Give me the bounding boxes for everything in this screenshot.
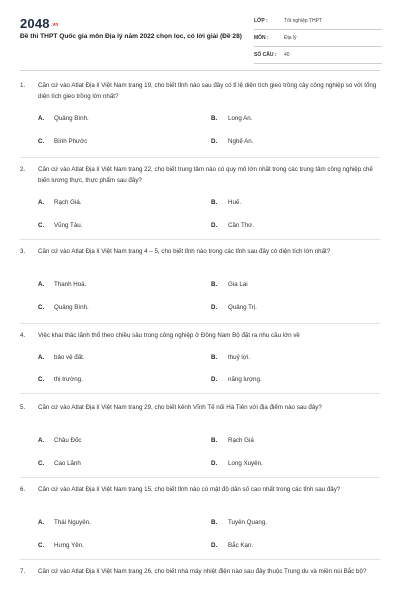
question-number: 6. — [20, 486, 26, 493]
option-letter: A. — [38, 519, 45, 526]
option-letter: B. — [211, 115, 218, 122]
option-c[interactable]: Bình Phước — [54, 138, 88, 145]
meta-row-class — [254, 15, 382, 30]
question-text: Căn cứ vào Atlat Địa lí Việt Nam trang 15, cho biết tỉnh nào có mật độ dân số cao nhất trong các tỉnh sau đây? — [38, 486, 341, 493]
question-text: Căn cứ vào Atlat Địa lí Việt Nam trang 22, cho biết trung tâm nào có quy mô lớn nhất trong các trung tâm công nghiệp chế biến lương thực, thực phẩm sau đây? — [38, 166, 373, 184]
question-item — [0, 324, 400, 394]
meta-row-count — [254, 49, 382, 64]
meta-label: SỐ CÂU : — [254, 52, 277, 58]
option-b[interactable]: thuỷ lợi. — [228, 354, 250, 361]
question-item — [0, 240, 400, 324]
question-number: 3. — [20, 248, 26, 255]
header-divider — [20, 70, 380, 71]
option-letter: A. — [38, 115, 45, 122]
option-b[interactable]: Long An. — [228, 115, 253, 122]
option-letter: B. — [211, 437, 218, 444]
meta-value: 40 — [284, 52, 290, 58]
meta-label: LỚP : — [254, 18, 268, 24]
question-number: 5. — [20, 404, 26, 411]
question-text: Căn cứ vào Atlat Địa lí Việt Nam trang 4 – 5, cho biết tỉnh nào trong các tỉnh sau đây có diện tích lớn nhất? — [38, 248, 331, 255]
option-b[interactable]: Gia Lai — [228, 281, 248, 288]
option-letter: B. — [211, 354, 218, 361]
logo-suffix: .vn — [50, 22, 59, 28]
option-letter: C. — [38, 222, 45, 229]
option-letter: C. — [38, 138, 45, 145]
option-letter: D. — [211, 376, 218, 383]
logo-text: 2048 — [20, 16, 50, 31]
option-letter: D. — [211, 542, 218, 549]
option-letter: D. — [211, 460, 218, 467]
option-a[interactable]: Châu Đốc — [54, 437, 82, 444]
meta-label: MÔN : — [254, 35, 269, 41]
option-letter: C. — [38, 304, 45, 311]
document-header — [0, 0, 400, 70]
option-letter: C. — [38, 376, 45, 383]
option-c[interactable]: thị trường. — [54, 376, 83, 383]
meta-value: Tốt nghiệp THPT — [284, 18, 322, 24]
option-letter: B. — [211, 199, 218, 206]
question-number: 2. — [20, 166, 26, 173]
option-letter: C. — [38, 542, 45, 549]
meta-row-subject — [254, 32, 382, 47]
meta-value: Địa lý — [284, 35, 297, 41]
option-letter: C. — [38, 460, 45, 467]
question-item — [0, 478, 400, 560]
option-b[interactable]: Rạch Giá — [228, 437, 254, 444]
option-letter: A. — [38, 437, 45, 444]
option-letter: B. — [211, 281, 218, 288]
question-number: 4. — [20, 332, 26, 339]
option-letter: D. — [211, 138, 218, 145]
question-item — [0, 158, 400, 240]
option-d[interactable]: năng lượng. — [228, 376, 262, 383]
option-letter: B. — [211, 519, 218, 526]
option-letter: D. — [211, 304, 218, 311]
option-letter: D. — [211, 222, 218, 229]
question-item — [0, 560, 400, 600]
option-d[interactable]: Cần Thơ. — [228, 222, 254, 229]
option-c[interactable]: Hưng Yên. — [54, 542, 84, 549]
option-letter: A. — [38, 199, 45, 206]
question-text: Căn cứ vào Atlat Địa lí Việt Nam trang 19, cho biết tỉnh nào sau đây có tỉ lệ diện tích gieo trồng cây công nghiệp so với tổng diện tích gieo trồng lớn nhất? — [38, 82, 377, 100]
option-a[interactable]: Thanh Hoá. — [54, 281, 87, 288]
document-title: Đề thi THPT Quốc gia môn Địa lý năm 2022 chọn lọc, có lời giải (Đề 28) — [20, 33, 242, 40]
site-logo[interactable] — [20, 16, 59, 31]
question-text: Việc khai thác lãnh thổ theo chiều sâu trong công nghiệp ở Đông Nam Bộ đặt ra nhu cầu lớn về — [38, 332, 300, 339]
option-letter: A. — [38, 281, 45, 288]
option-a[interactable]: Thái Nguyên. — [54, 519, 91, 526]
question-number: 1. — [20, 82, 26, 89]
option-b[interactable]: Tuyên Quang. — [228, 519, 267, 526]
option-c[interactable]: Cao Lãnh — [54, 460, 81, 467]
question-item — [0, 394, 400, 478]
option-d[interactable]: Long Xuyên. — [228, 460, 263, 467]
option-a[interactable]: Rạch Giá. — [54, 199, 82, 206]
option-letter: A. — [38, 354, 45, 361]
question-text: Căn cứ vào Atlat Địa lí Việt Nam trang 29, cho biết kênh Vĩnh Tế nối Hà Tiên với địa điểm nào sau đây? — [38, 404, 322, 411]
question-item — [0, 72, 400, 158]
option-d[interactable]: Quảng Trị. — [228, 304, 257, 311]
option-a[interactable]: Quảng Bình. — [54, 115, 89, 122]
option-c[interactable]: Quảng Bình. — [54, 304, 89, 311]
option-d[interactable]: Nghệ An. — [228, 138, 254, 145]
option-a[interactable]: bảo vệ đất. — [54, 354, 85, 361]
option-c[interactable]: Vũng Tàu. — [54, 222, 83, 229]
question-number: 7. — [20, 568, 26, 575]
document-meta — [254, 15, 382, 66]
question-text: Căn cứ vào Atlat Địa lí Việt Nam trang 26, cho biết nhà máy nhiệt điện nào sau đây thuộc Trung du và miền núi Bắc bộ? — [38, 568, 367, 575]
option-b[interactable]: Huế. — [228, 199, 242, 206]
option-d[interactable]: Bắc Kạn. — [228, 542, 254, 549]
